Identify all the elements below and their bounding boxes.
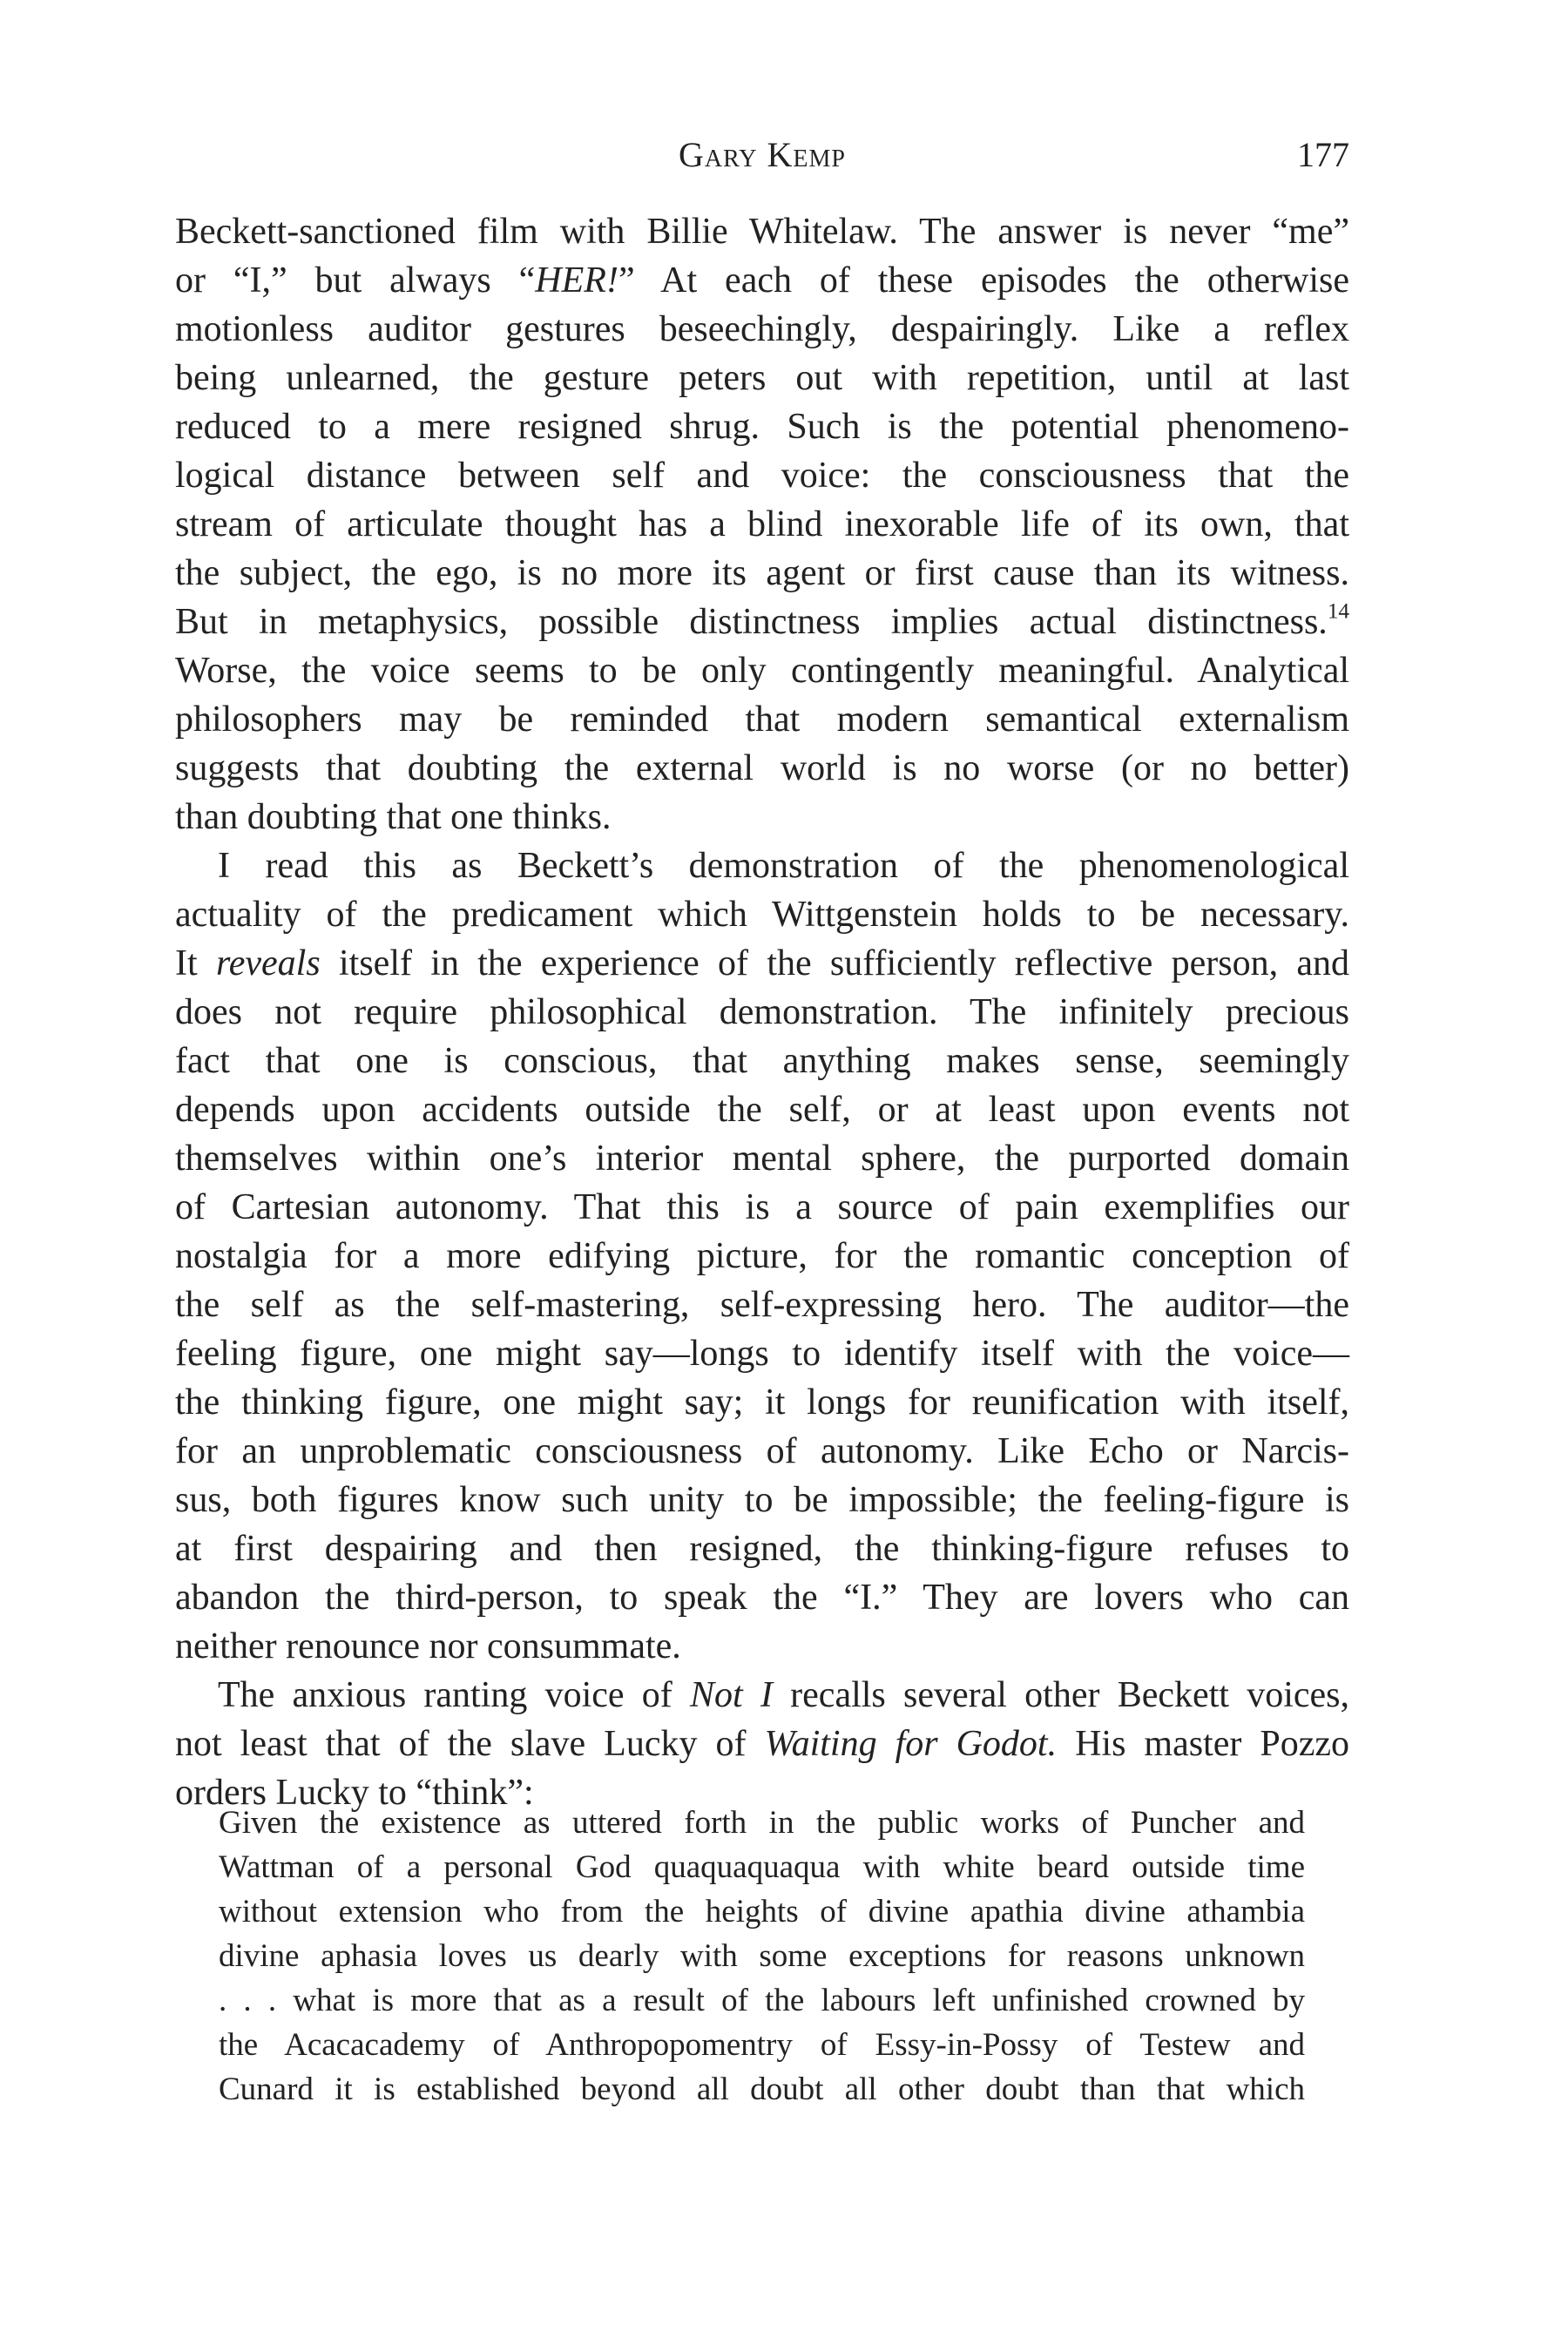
- text-line: logical distance between self and voice: the consciousness that the: [175, 456, 1349, 496]
- text-line: the thinking figure, one might say; it longs for reunification with itself,: [175, 1382, 1349, 1423]
- text-line: Beckett-sanctioned film with Billie Whitelaw. The answer is never “me”: [175, 212, 1349, 252]
- text-segment: itself in the experience of the sufficiently reflective person, and: [320, 943, 1350, 983]
- text-line: for an unproblematic consciousness of autonomy. Like Echo or Narcis-: [175, 1431, 1349, 1471]
- text-line: actuality of the predicament which Wittgenstein holds to be necessary.: [175, 895, 1349, 935]
- text-line: than doubting that one thinks.: [175, 797, 612, 837]
- text-line: divine aphasia loves us dearly with some exceptions for reasons unknown: [219, 1938, 1305, 1974]
- text-segment: The anxious ranting voice of: [218, 1675, 691, 1715]
- running-head-author: Gary Kemp: [679, 135, 846, 174]
- text-line: at first despairing and then resigned, the thinking-figure refuses to: [175, 1529, 1349, 1569]
- body-text: [175, 207, 1349, 1817]
- text-line: of Cartesian autonomy. That this is a source of pain exemplifies our: [175, 1187, 1349, 1227]
- text-line: I read this as Beckett’s demonstration of the phenomenological: [218, 846, 1349, 886]
- text-line: stream of articulate thought has a blind inexorable life of its own, that: [175, 504, 1349, 544]
- text-line: does not require philosophical demonstration. The infinitely precious: [175, 992, 1349, 1032]
- text-line: neither renounce nor consummate.: [175, 1626, 681, 1666]
- text-line: reduced to a mere resigned shrug. Such is the potential phenomeno-: [175, 407, 1349, 447]
- italic-text: Waiting for Godot.: [764, 1724, 1058, 1764]
- text-segment: or “I,” but always “: [175, 260, 536, 301]
- text-line: motionless auditor gestures beseechingly, despairingly. Like a reflex: [175, 309, 1349, 349]
- footnote-marker: 14: [1327, 599, 1349, 624]
- text-line: orders Lucky to “think”:: [175, 1773, 534, 1813]
- text-segment: recalls several other Beckett voices,: [772, 1675, 1349, 1715]
- italic-text: HER!: [535, 260, 618, 301]
- paragraph: [175, 207, 1349, 841]
- text-line: fact that one is conscious, that anything makes sense, seemingly: [175, 1041, 1349, 1081]
- text-line: sus, both figures know such unity to be impossible; the feeling-figure is: [175, 1480, 1349, 1520]
- block-quote: [219, 1801, 1305, 2112]
- text-line: feeling figure, one might say—longs to identify itself with the voice—: [175, 1334, 1349, 1374]
- text-line: [175, 1720, 1349, 1768]
- page-number: 177: [1297, 135, 1349, 174]
- text-line: depends upon accidents outside the self, or at least upon events not: [175, 1090, 1349, 1130]
- text-segment: His master Pozzo: [1057, 1724, 1349, 1764]
- text-line: philosophers may be reminded that modern semantical externalism: [175, 700, 1349, 740]
- text-line: suggests that doubting the external world is no worse (or no better): [175, 748, 1349, 788]
- running-head: [175, 131, 1349, 179]
- text-line: without extension who from the heights of divine apathia divine athambia: [219, 1894, 1305, 1930]
- text-line: [175, 256, 1349, 305]
- text-segment: But in metaphysics, possible distinctness implies actual distinctness.: [175, 602, 1328, 642]
- text-line: Wattman of a personal God quaquaquaqua with white beard outside time: [219, 1849, 1305, 1885]
- text-segment: not least that of the slave Lucky of: [175, 1724, 765, 1764]
- text-line: [175, 1671, 1349, 1720]
- text-line: Given the existence as uttered forth in the public works of Puncher and: [219, 1805, 1305, 1841]
- text-line: Worse, the voice seems to be only contingently meaningful. Analytical: [175, 651, 1349, 691]
- text-line: the subject, the ego, is no more its agent or first cause than its witness.: [175, 553, 1349, 593]
- text-line: [175, 939, 1349, 988]
- text-line: [175, 598, 1349, 646]
- text-line: the self as the self-mastering, self-expressing hero. The auditor—the: [175, 1285, 1349, 1325]
- text-segment: It: [175, 943, 216, 983]
- text-line: the Acacacademy of Anthropopomentry of Essy-in-Possy of Testew and: [219, 2027, 1305, 2063]
- text-line: Cunard it is established beyond all doubt all other doubt than that which: [219, 2072, 1305, 2107]
- text-line: abandon the third-person, to speak the “I.” They are lovers who can: [175, 1578, 1349, 1618]
- italic-text: reveals: [215, 943, 321, 983]
- text-line: nostalgia for a more edifying picture, for the romantic conception of: [175, 1236, 1349, 1276]
- paragraph: [175, 841, 1349, 1671]
- text-line: themselves within one’s interior mental sphere, the purported domain: [175, 1139, 1349, 1179]
- paragraph: [175, 1671, 1349, 1817]
- text-line: . . . what is more that as a result of the labours left unfinished crowned by: [219, 1983, 1305, 2018]
- text-segment: ” At each of these episodes the otherwise: [618, 260, 1349, 301]
- italic-text: Not I: [690, 1675, 773, 1715]
- text-line: being unlearned, the gesture peters out with repetition, until at last: [175, 358, 1349, 398]
